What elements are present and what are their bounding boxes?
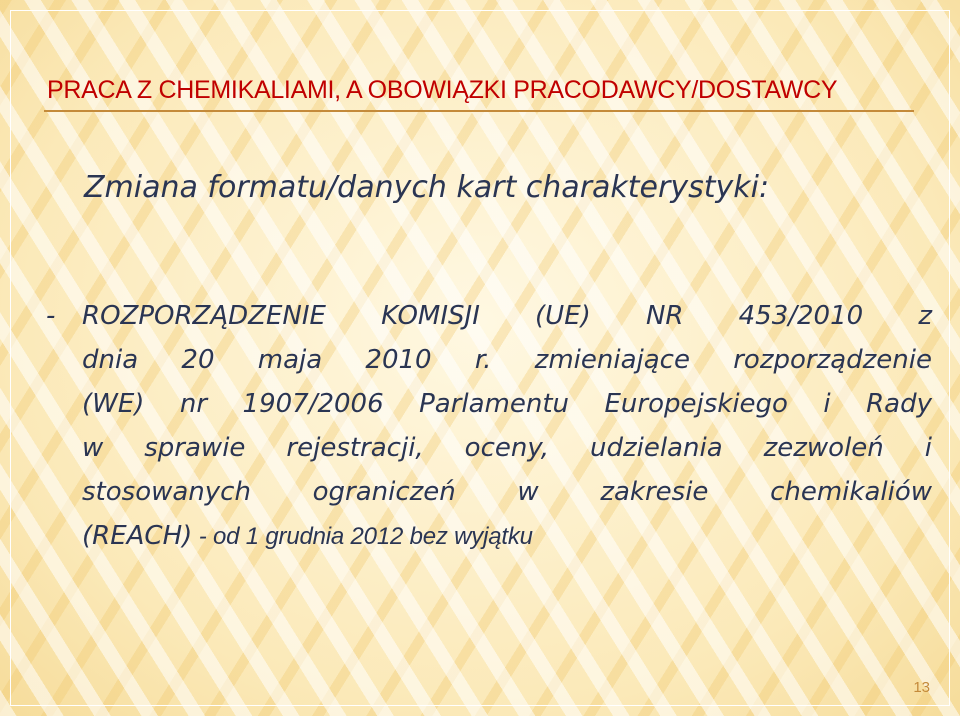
effective-date-note: - od 1 grudnia 2012 bez wyjątku [192, 523, 533, 550]
bullet-paragraph [46, 294, 932, 559]
bullet-dash: - [46, 301, 56, 331]
bullet-line-6 [46, 514, 932, 559]
bullet-line-4: w sprawie rejestracji, oceny, udzielania zezwoleń i [82, 433, 932, 463]
bullet-line-5: stosowanych ograniczeń w zakresie chemikaliów [82, 477, 932, 507]
slide-subtitle: Zmiana formatu/danych kart charakterystyki: [84, 170, 770, 205]
bullet-line-3: (WE) nr 1907/2006 Parlamentu Europejskiego i Rady [82, 389, 932, 419]
title-underline [44, 110, 914, 112]
reach-label: (REACH) [82, 521, 193, 551]
slide-title: PRACA Z CHEMIKALIAMI, A OBOWIĄZKI PRACODAWCY/DOSTAWCY [47, 76, 838, 104]
bullet-line-text: ROZPORZĄDZENIE KOMISJI (UE) NR 453/2010 z [82, 301, 932, 331]
bullet-line-2: dnia 20 maja 2010 r. zmieniające rozporządzenie [82, 345, 932, 375]
page-number: 13 [913, 679, 930, 696]
bullet-line-1 [46, 294, 932, 338]
